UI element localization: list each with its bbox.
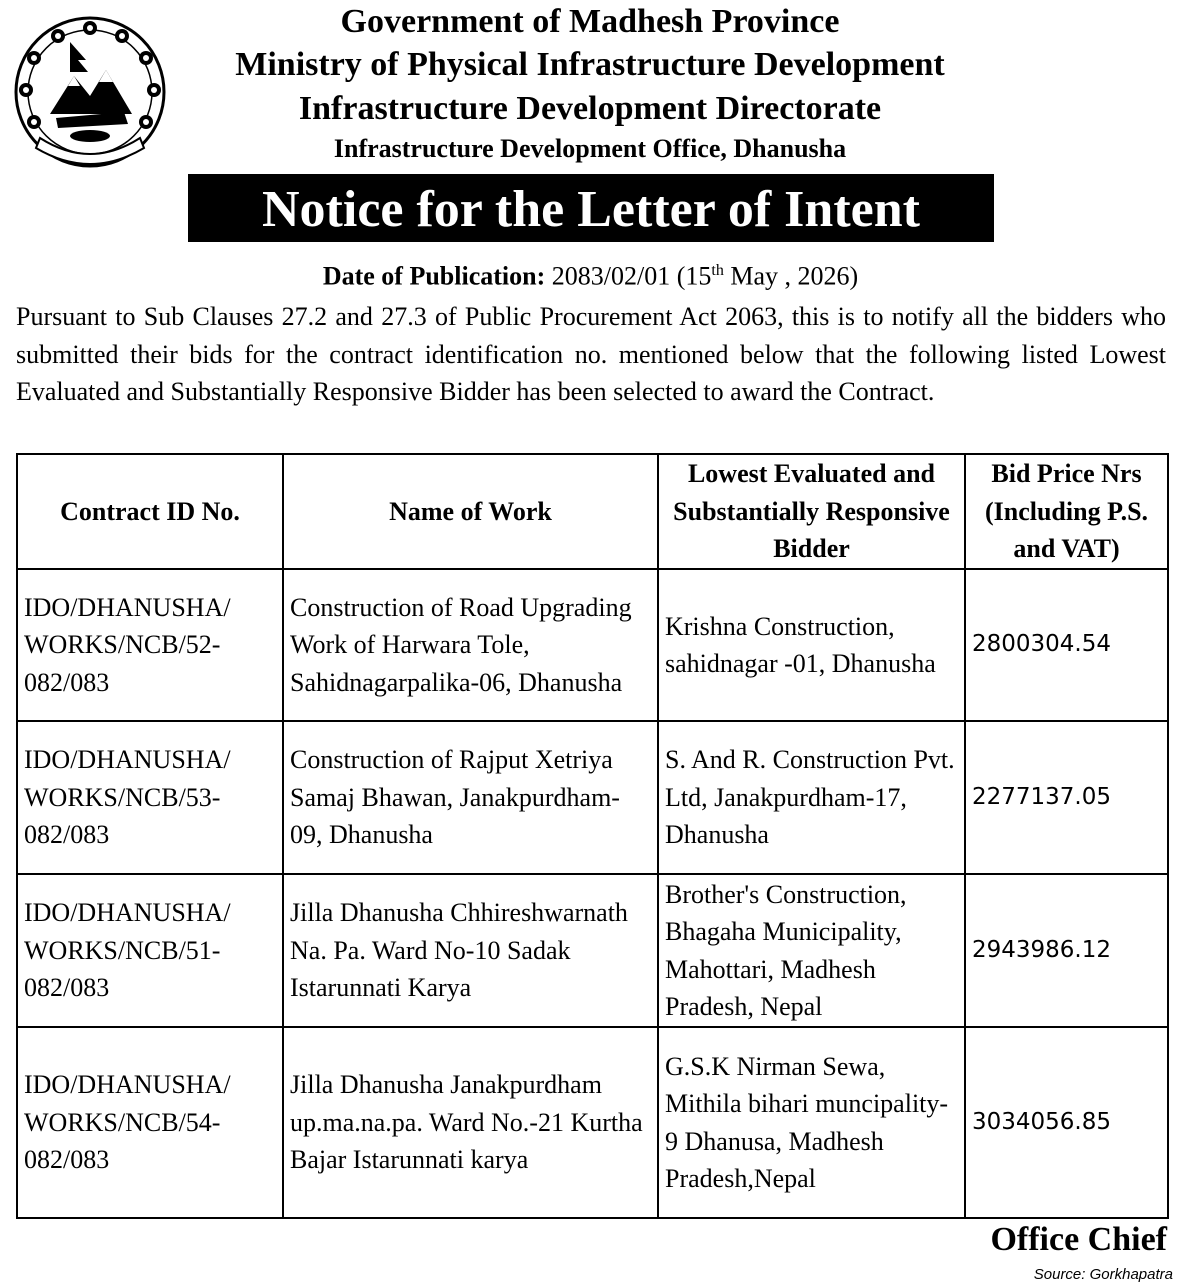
table-row [17,1027,1168,1218]
bidder-cell: S. And R. Construction Pvt. Ltd, Janakpurdham-17, Dhanusha [658,721,965,874]
publication-date-bs: 2083/02/01 [551,261,671,291]
publication-date-label: Date of Publication: [322,261,546,291]
signature-office-chief: Office Chief [990,1221,1167,1258]
government-name: Government of Madhesh Province [340,3,840,40]
notice-title: Notice for the Letter of Intent [188,174,994,242]
bidder-cell: Krishna Construction, sahidnagar -01, Dhanusha [658,569,965,721]
header-bid-price: Bid Price Nrs (Including P.S. and VAT) [965,454,1168,569]
price-cell: 2800304.54 [965,569,1168,721]
table-row [17,874,1168,1027]
source-credit: Source: Gorkhapatra [1033,1266,1173,1283]
publication-day-suffix: th [711,262,724,279]
price-cell: 2277137.05 [965,721,1168,874]
directorate-name: Infrastructure Development Directorate [298,90,882,127]
table-row [17,721,1168,874]
publication-day: 15 [685,261,712,291]
intro-paragraph: Pursuant to Sub Clauses 27.2 and 27.3 of Public Procurement Act 2063, this is to notify all the bidders who submitted their bids for the contract identification no. mentioned below that the following listed Lowest Evaluated and Substantially Responsive Bidder has been selected to award the Contract. [16,302,1166,406]
table-header-row [17,454,1168,569]
office-name: Infrastructure Development Office, Dhanusha [333,134,847,163]
header-contract-id: Contract ID No. [17,454,283,569]
contract-id-cell: IDO/DHANUSHA/ WORKS/NCB/53- 082/083 [17,721,283,874]
publication-month-year: May , 2026 [730,261,850,291]
ministry-name: Ministry of Physical Infrastructure Development [235,46,945,83]
price-cell: 2943986.12 [965,874,1168,1027]
header-name-of-work: Name of Work [283,454,658,569]
bidder-cell: Brother's Construction, Bhagaha Municipality, Mahottari, Madhesh Pradesh, Nepal [658,874,965,1027]
award-table [16,453,1169,1219]
price-cell: 3034056.85 [965,1027,1168,1218]
contract-id-cell: IDO/DHANUSHA/ WORKS/NCB/51- 082/083 [17,874,283,1027]
work-cell: Construction of Rajput Xetriya Samaj Bhawan, Janakpurdham-09, Dhanusha [283,721,658,874]
bidder-cell: G.S.K Nirman Sewa, Mithila bihari muncipality-9 Dhanusa, Madhesh Pradesh,Nepal [658,1027,965,1218]
table-row [17,569,1168,721]
header-bidder: Lowest Evaluated and Substantially Responsive Bidder [658,454,965,569]
publication-date: Date of Publication: 2083/02/01 (15th May , 2026) [322,261,859,291]
nepal-emblem-icon [12,14,168,170]
contract-id-cell: IDO/DHANUSHA/ WORKS/NCB/52- 082/083 [17,569,283,721]
work-cell: Jilla Dhanusha Janakpurdham up.ma.na.pa. Ward No.-21 Kurtha Bajar Istarunnati karya [283,1027,658,1218]
work-cell: Construction of Road Upgrading Work of Harwara Tole, Sahidnagarpalika-06, Dhanusha [283,569,658,721]
work-cell: Jilla Dhanusha Chhireshwarnath Na. Pa. Ward No-10 Sadak Istarunnati Karya [283,874,658,1027]
contract-id-cell: IDO/DHANUSHA/ WORKS/NCB/54- 082/083 [17,1027,283,1218]
